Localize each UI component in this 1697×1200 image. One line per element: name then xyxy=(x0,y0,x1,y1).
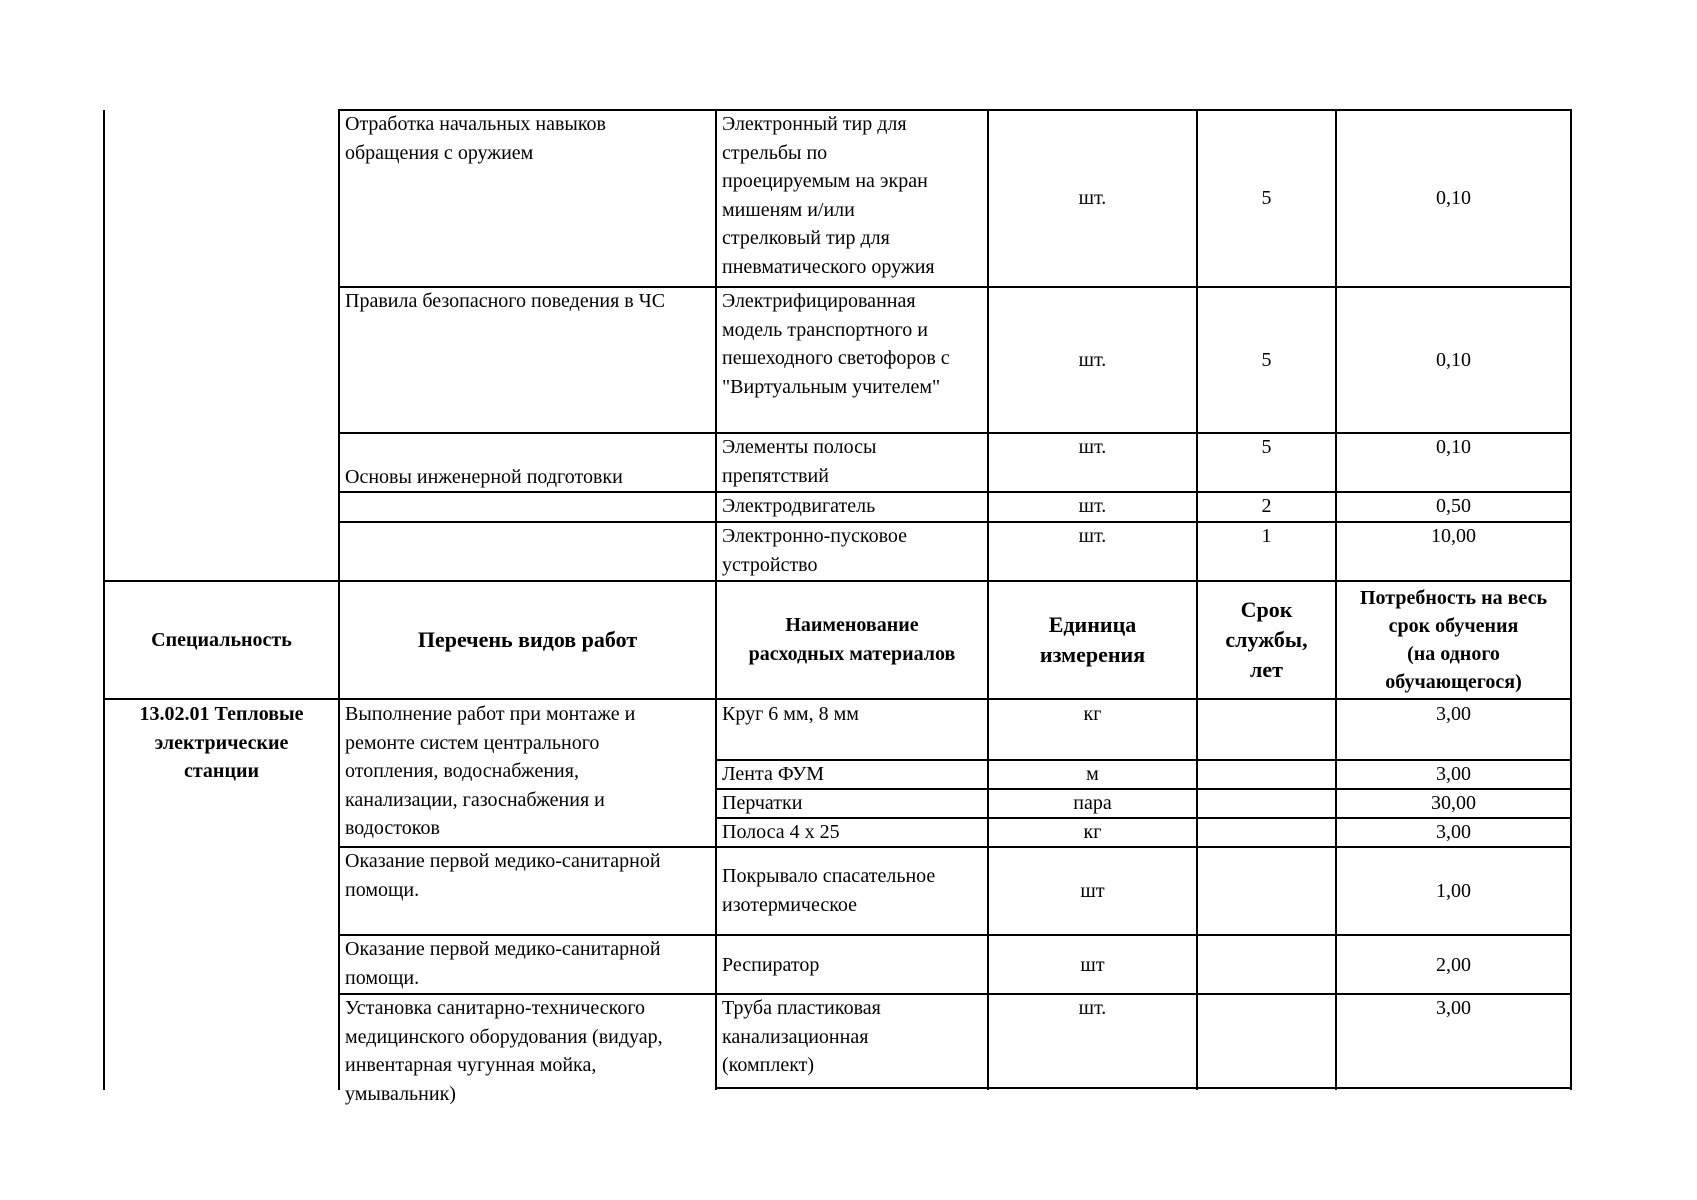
item-name-cell: Труба пластиковая канализационная (комплект) xyxy=(722,997,881,1076)
item-name-cell: Круг 6 мм, 8 мм xyxy=(722,703,859,725)
need-cell: 0,50 xyxy=(1436,495,1471,517)
header-work-types: Перечень видов работ xyxy=(417,627,638,652)
unit-cell: шт. xyxy=(1078,436,1107,458)
need-cell: 3,00 xyxy=(1436,821,1471,843)
table-border xyxy=(1570,110,1572,1090)
item-name-cell: Электронно-пусковое устройство xyxy=(722,525,908,576)
item-name-cell: Респиратор xyxy=(722,954,820,976)
item-name-cell: Электронный тир для стрельбы по проецируемым на экран мишеням и/или стрелковый тир для пневматического оружия xyxy=(722,113,935,278)
specialty-name: 13.02.01 Тепловые электрические станции xyxy=(139,703,304,782)
need-cell: 2,00 xyxy=(1436,954,1471,976)
item-name-cell: Полоса 4 х 25 xyxy=(722,821,840,843)
item-name-cell: Элементы полосы препятствий xyxy=(722,436,877,487)
unit-cell: м xyxy=(1086,763,1099,785)
service-years-cell: 5 xyxy=(1261,349,1272,371)
service-years-cell: 5 xyxy=(1261,187,1272,209)
work-type-cell: Установка санитарно-технического медицинского оборудования (видуар, инвентарная чугунная мойка, умывальник) xyxy=(345,997,663,1105)
unit-cell: пара xyxy=(1073,792,1112,814)
item-name-cell: Лента ФУМ xyxy=(722,763,825,785)
item-name-cell: Перчатки xyxy=(722,792,803,814)
service-years-cell: 5 xyxy=(1261,436,1272,458)
work-type-cell: Основы инженерной подготовки xyxy=(345,466,623,488)
unit-cell: кг xyxy=(1083,821,1102,843)
unit-cell: шт xyxy=(1080,954,1105,976)
header-service-life: Срок службы, лет xyxy=(1225,597,1308,682)
unit-cell: шт. xyxy=(1078,997,1107,1019)
need-cell: 0,10 xyxy=(1436,436,1471,458)
unit-cell: шт. xyxy=(1078,187,1107,209)
work-type-cell: Оказание первой медико-санитарной помощи. xyxy=(345,938,661,989)
item-name-cell: Электрифицированная модель транспортного и пешеходного светофоров с "Виртуальным учителем" xyxy=(722,290,950,398)
need-cell: 3,00 xyxy=(1436,763,1471,785)
unit-cell: шт. xyxy=(1078,349,1107,371)
unit-cell: шт. xyxy=(1078,495,1107,517)
unit-cell: шт xyxy=(1080,880,1105,902)
item-name-cell: Электродвигатель xyxy=(722,495,876,517)
service-years-cell: 1 xyxy=(1261,525,1272,547)
need-cell: 3,00 xyxy=(1436,703,1471,725)
table-border xyxy=(715,1087,1572,1089)
header-specialty: Специальность xyxy=(151,629,292,651)
work-type-cell: Правила безопасного поведения в ЧС xyxy=(345,290,666,312)
need-cell: 0,10 xyxy=(1436,349,1471,371)
work-type-cell: Выполнение работ при монтаже и ремонте систем центрального отопления, водоснабжения, канализации, газоснабжения и водостоков xyxy=(345,703,636,839)
need-cell: 3,00 xyxy=(1436,997,1471,1019)
need-cell: 1,00 xyxy=(1436,880,1471,902)
need-cell: 10,00 xyxy=(1431,525,1476,547)
service-years-cell: 2 xyxy=(1261,495,1272,517)
item-name-cell: Покрывало спасательное изотермическое xyxy=(722,865,936,916)
work-type-cell: Оказание первой медико-санитарной помощи. xyxy=(345,850,661,901)
header-materials: Наименование расходных материалов xyxy=(748,614,956,665)
need-cell: 0,10 xyxy=(1436,187,1471,209)
unit-cell: шт. xyxy=(1078,525,1107,547)
header-need: Потребность на весь срок обучения (на одного обучающегося) xyxy=(1359,587,1548,693)
unit-cell: кг xyxy=(1083,703,1102,725)
header-unit: Единица измерения xyxy=(1039,612,1146,667)
work-type-cell: Отработка начальных навыков обращения с оружием xyxy=(345,113,606,164)
need-cell: 30,00 xyxy=(1431,792,1476,814)
